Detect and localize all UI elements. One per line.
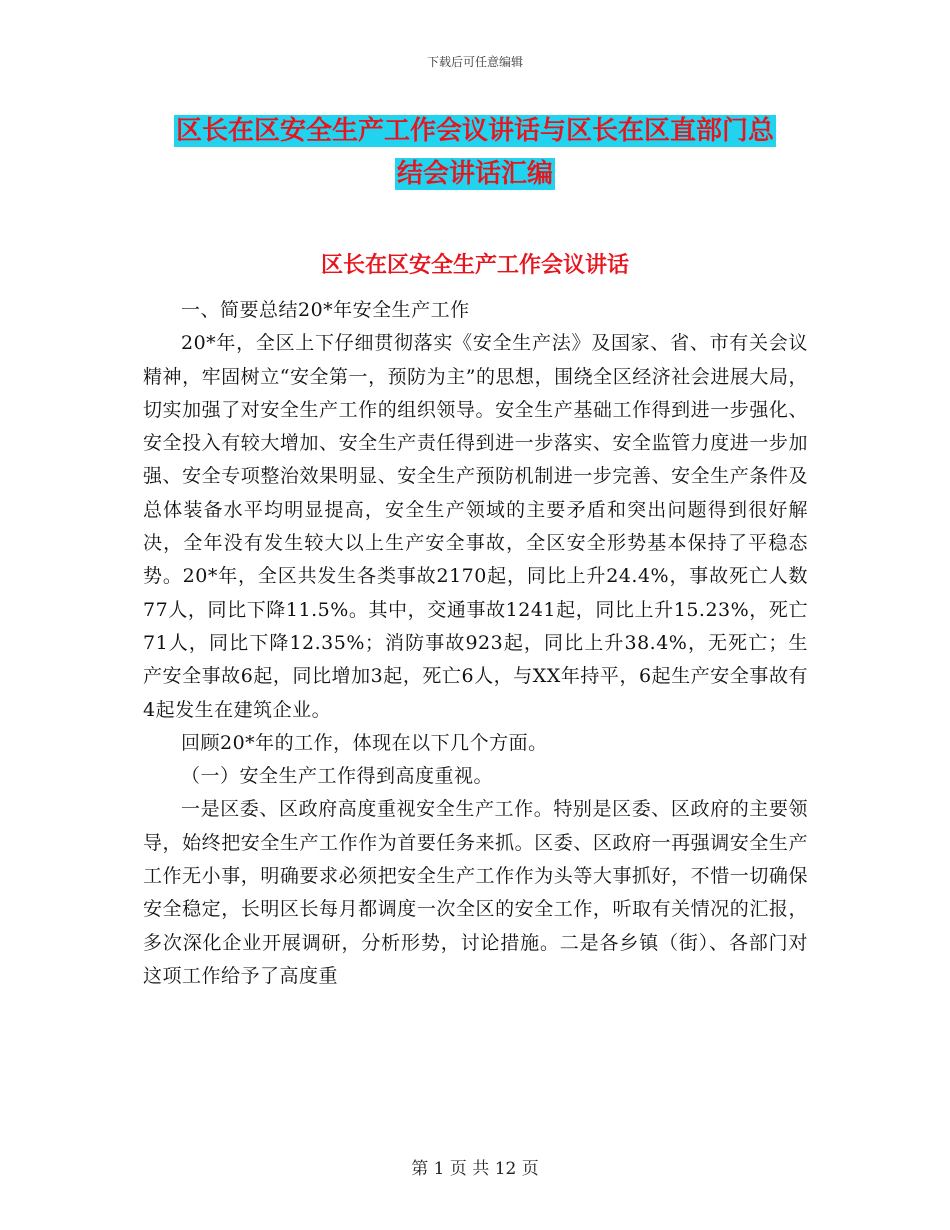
body-paragraph: 20*年，全区上下仔细贯彻落实《安全生产法》及国家、省、市有关会议精神，牢固树立“安全第一，预防为主”的思想，围绕全区经济社会进展大局，切实加强了对安全生产工作的组织领导。安全生产基础工作得到进一步强化、安全投入有较大增加、安全生产责任得到进一步落实、安全监管力度进一步加强、安全专项整治效果明显、安全生产预防机制进一步完善、安全生产条件及总体装备水平均明显提高，安全生产领域的主要矛盾和突出问题得到很好解决，全年没有发生较大以上生产安全事故，全区安全形势基本保持了平稳态势。20*年，全区共发生各类事故2170起，同比上升24.4%，事故死亡人数77人，同比下降11.5%。其中，交通事故1241起，同比上升15.23%，死亡71人，同比下降12.35%；消防事故923起，同比上升38.4%，无死亡；生产安全事故6起，同比增加3起，死亡6人，与XX年持平，6起生产安全事故有4起发生在建筑企业。 (143, 332, 808, 721)
subheading-paragraph: （一）安全生产工作得到高度重视。 (181, 765, 494, 788)
document-title (0, 110, 950, 196)
header-note: 下载后可任意编辑 (426, 55, 523, 69)
body-paragraph: 一是区委、区政府高度重视安全生产工作。特别是区委、区政府的主要领导，始终把安全生产工作作为首要任务来抓。区委、区政府一再强调安全生产工作无小事，明确要求必须把安全生产工作作为头等大事抓好，不惜一切确保安全稳定，长明区长每月都调度一次全区的安全工作，听取有关情况的汇报，多次深化企业开展调研，分析形势，讨论措施。二是各乡镇（街）、各部门对这项工作给予了高度重 (143, 798, 808, 987)
section-title: 区长在区安全生产工作会议讲话 (320, 253, 629, 278)
page-number: 第 1 页 共 12 页 (411, 1159, 539, 1179)
document-title-line-1: 区长在区安全生产工作会议讲话与区长在区直部门总 (175, 116, 774, 146)
document-body (143, 294, 808, 993)
document-title-line-2: 结会讲话汇编 (396, 159, 553, 189)
body-paragraph: 回顾20*年的工作，体现在以下几个方面。 (181, 731, 548, 754)
heading-paragraph: 一、简要总结20*年安全生产工作 (181, 299, 470, 321)
